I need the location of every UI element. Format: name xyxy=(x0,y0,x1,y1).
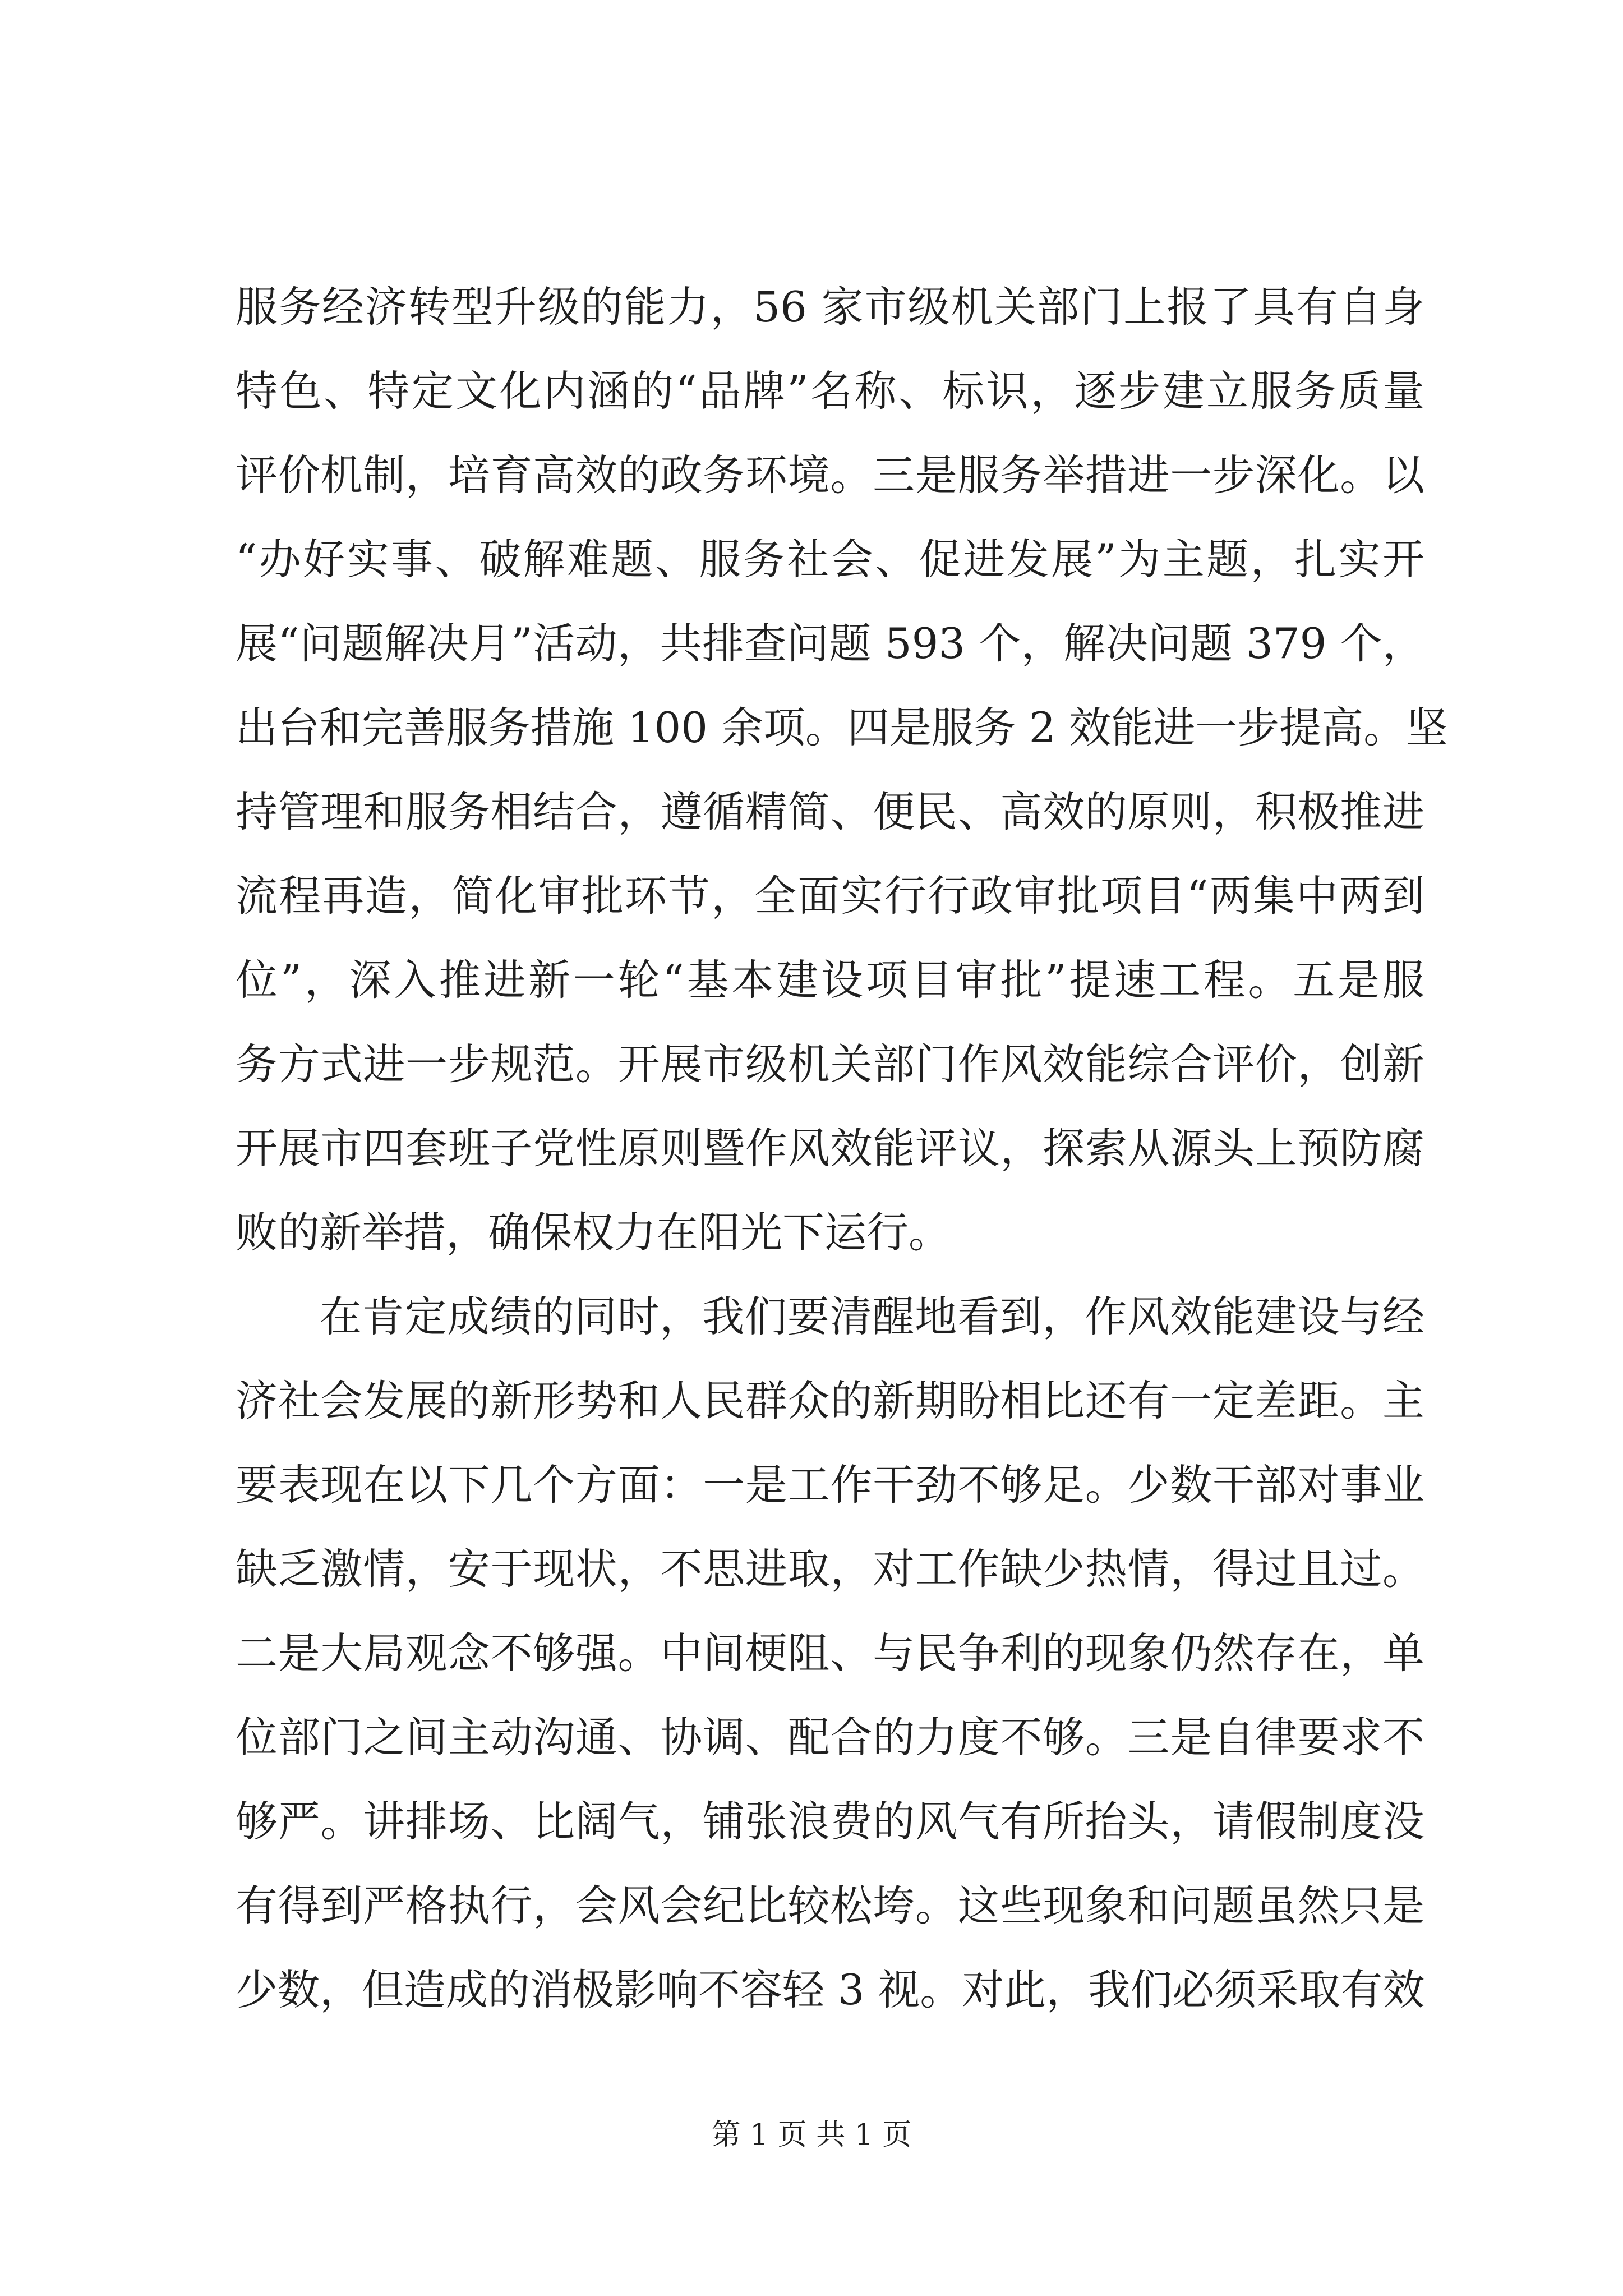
paragraph-2-line: 够严。讲排场、比阔气，铺张浪费的风气有所抬头，请假制度没 xyxy=(236,1797,1424,1846)
paragraph-2-line: 少数，但造成的消极影响不容轻 3 视。对此，我们必须采取有效 xyxy=(236,1965,1425,2014)
paragraph-1-line: 开展市四套班子党性原则暨作风效能评议，探索从源头上预防腐 xyxy=(236,1124,1424,1173)
paragraph-1-line: 败的新举措，确保权力在阳光下运行。 xyxy=(236,1208,951,1257)
paragraph-1-line: 务方式进一步规范。开展市级机关部门作风效能综合评价，创新 xyxy=(236,1039,1424,1089)
paragraph-1-line: 展“问题解决月”活动，共排查问题 593 个，解决问题 379 个， xyxy=(236,619,1424,668)
paragraph-1-line: 评价机制，培育高效的政务环境。三是服务举措进一步深化。以 xyxy=(236,450,1424,500)
document-body xyxy=(236,282,1448,2053)
paragraph-1-line: 特色、特定文化内涵的“品牌”名称、标识，逐步建立服务质量 xyxy=(236,366,1424,416)
page-footer xyxy=(0,2120,1623,2150)
paragraph-1-line: 位”，深入推进新一轮“基本建设项目审批”提速工程。五是服 xyxy=(236,955,1424,1005)
paragraph-1-line: 持管理和服务相结合，遵循精简、便民、高效的原则，积极推进 xyxy=(236,787,1424,836)
paragraph-2-line: 二是大局观念不够强。中间梗阻、与民争利的现象仍然存在，单 xyxy=(236,1628,1424,1678)
paragraph-1-line: 服务经济转型升级的能力，56 家市级机关部门上报了具有自身 xyxy=(236,282,1424,332)
paragraph-2-line: 缺乏激情，安于现状，不思进取，对工作缺少热情，得过且过。 xyxy=(236,1544,1424,1594)
paragraph-2-line: 位部门之间主动沟通、协调、配合的力度不够。三是自律要求不 xyxy=(236,1713,1424,1762)
paragraph-2-line: 有得到严格执行，会风会纪比较松垮。这些现象和问题虽然只是 xyxy=(236,1881,1424,1930)
paragraph-2-line: 济社会发展的新形势和人民群众的新期盼相比还有一定差距。主 xyxy=(236,1376,1424,1425)
paragraph-2-line: 在肯定成绩的同时，我们要清醒地看到，作风效能建设与经 xyxy=(320,1292,1424,1341)
paragraph-2-line: 要表现在以下几个方面：一是工作干劲不够足。少数干部对事业 xyxy=(236,1460,1424,1510)
paragraph-1-line: “办好实事、破解难题、服务社会、促进发展”为主题，扎实开 xyxy=(236,535,1424,584)
paragraph-1-line: 流程再造，简化审批环节，全面实行行政审批项目“两集中两到 xyxy=(236,871,1424,921)
page-number-label: 第 1 页 共 1 页 xyxy=(711,2118,912,2152)
paragraph-1-line: 出台和完善服务措施 100 余项。四是服务 2 效能进一步提高。坚 xyxy=(236,703,1448,752)
